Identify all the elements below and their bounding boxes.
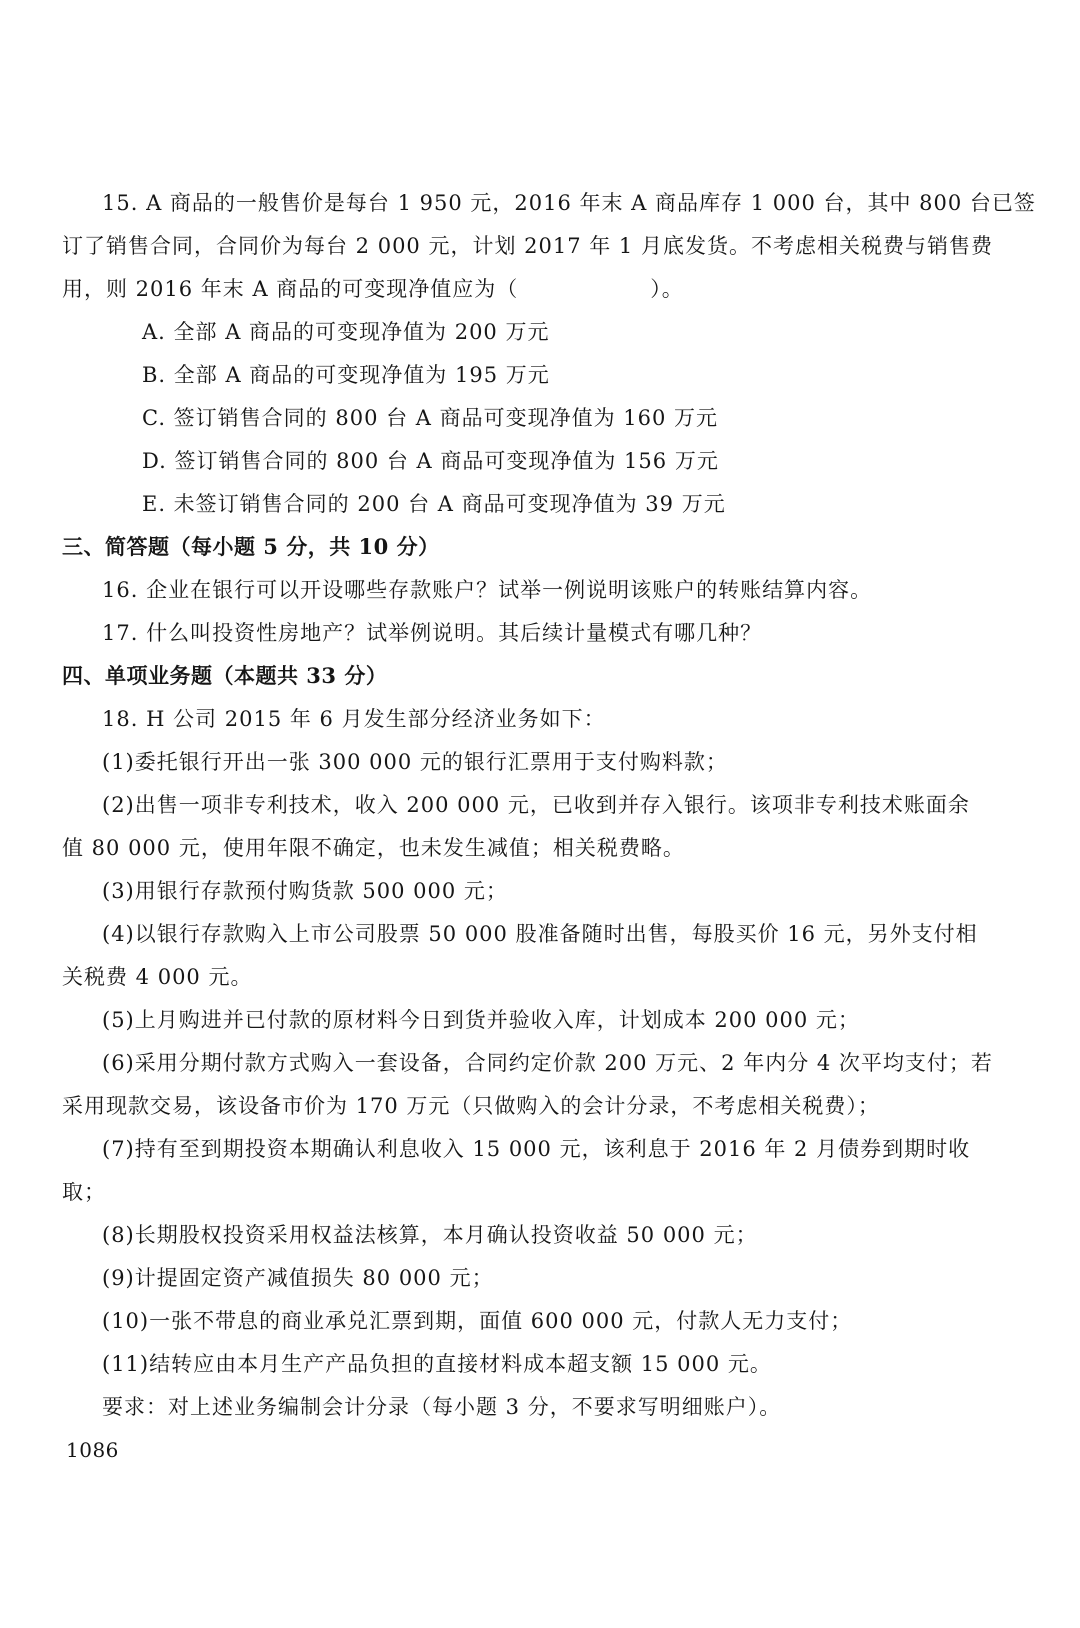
q18-item-8: (8)长期股权投资采用权益法核算，本月确认投资收益 50 000 元； [102, 1223, 758, 1247]
q18-intro: 18. H 公司 2015 年 6 月发生部分经济业务如下： [102, 707, 606, 731]
q15-line-1: 15. A 商品的一般售价是每台 1 950 元，2016 年末 A 商品库存 1 000 台，其中 800 台已签 [102, 191, 1036, 215]
q18-item-6-line-2: 采用现款交易，该设备市价为 170 万元（只做购入的会计分录，不考虑相关税费）； [62, 1094, 880, 1118]
q18-item-10: (10)一张不带息的商业承兑汇票到期，面值 600 000 元，付款人无力支付； [102, 1309, 853, 1333]
q15-option-d: D. 签订销售合同的 800 台 A 商品可变现净值为 156 万元 [142, 449, 719, 473]
q18-item-2-line-1: (2)出售一项非专利技术，收入 200 000 元，已收到并存入银行。该项非专利技术账面余 [102, 793, 970, 817]
q18-requirement: 要求：对上述业务编制会计分录（每小题 3 分，不要求写明细账户）。 [102, 1395, 782, 1419]
q15-line-3: 用，则 2016 年末 A 商品的可变现净值应为（ ）。 [62, 277, 684, 301]
q18-item-11: (11)结转应由本月生产产品负担的直接材料成本超支额 15 000 元。 [102, 1352, 772, 1376]
q18-item-4-line-1: (4)以银行存款购入上市公司股票 50 000 股准备随时出售，每股买价 16 元，另外支付相 [102, 922, 978, 946]
q15-option-c: C. 签订销售合同的 800 台 A 商品可变现净值为 160 万元 [142, 406, 719, 430]
section-4-heading: 四、单项业务题（本题共 33 分） [62, 663, 388, 688]
q18-item-2-line-2: 值 80 000 元，使用年限不确定，也未发生减值；相关税费略。 [62, 836, 685, 860]
q15-option-e: E. 未签订销售合同的 200 台 A 商品可变现净值为 39 万元 [142, 492, 726, 516]
q18-item-1: (1)委托银行开出一张 300 000 元的银行汇票用于支付购料款； [102, 750, 728, 774]
q17-text: 17. 什么叫投资性房地产？试举例说明。其后续计量模式有哪几种？ [102, 621, 763, 645]
q15-option-b: B. 全部 A 商品的可变现净值为 195 万元 [142, 363, 550, 387]
q15-line-2: 订了销售合同，合同价为每台 2 000 元，计划 2017 年 1 月底发货。不考虑相关税费与销售费 [62, 234, 993, 258]
q18-item-7-line-1: (7)持有至到期投资本期确认利息收入 15 000 元，该利息于 2016 年 2 月债券到期时收 [102, 1137, 971, 1161]
section-3-heading: 三、简答题（每小题 5 分，共 10 分） [62, 534, 440, 559]
q15-option-a: A. 全部 A 商品的可变现净值为 200 万元 [142, 320, 550, 344]
q18-item-4-line-2: 关税费 4 000 元。 [62, 965, 253, 989]
q18-item-3: (3)用银行存款预付购货款 500 000 元； [102, 879, 508, 903]
q18-item-5: (5)上月购进并已付款的原材料今日到货并验收入库，计划成本 200 000 元； [102, 1008, 860, 1032]
q18-item-9: (9)计提固定资产减值损失 80 000 元； [102, 1266, 494, 1290]
page-number: 1086 [66, 1438, 119, 1462]
q16-text: 16. 企业在银行可以开设哪些存款账户？试举一例说明该账户的转账结算内容。 [102, 578, 873, 602]
q18-item-6-line-1: (6)采用分期付款方式购入一套设备，合同约定价款 200 万元、2 年内分 4 次平均支付；若 [102, 1051, 993, 1075]
q18-item-7-line-2: 取； [62, 1180, 106, 1204]
